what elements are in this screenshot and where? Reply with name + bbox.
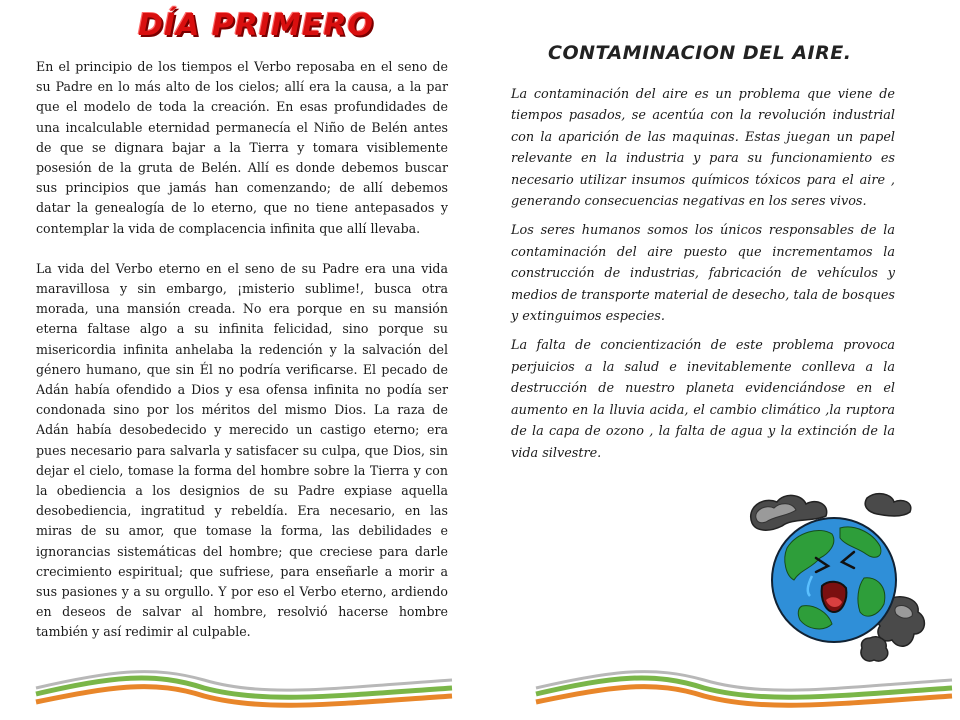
right-paragraph-2: Los seres humanos somos los únicos responsables de la contaminación del aire puesto que incrementamos la construcción de industrias, fabricación de vehículos y medios de transporte material de desecho, tala de bosques y extinguimos especies. [511, 223, 895, 325]
right-page-title: CONTAMINACION DEL AIRE. [548, 42, 852, 64]
right-text-column [511, 84, 895, 472]
right-paragraph-1: La contaminación del aire es un problema que viene de tiempos pasados, se acentúa con la revolución industrial con la aparición de las maquinas. Estas juegan un papel relevante en la industria y para su funcionamiento es necesario utilizar insumos químicos tóxicos para el aire , generando consecuencias negativas en los seres vivos. [511, 87, 895, 210]
left-decorative-wave [34, 658, 454, 716]
right-decorative-wave [534, 658, 954, 716]
left-page-title: DÍA PRIMERO [138, 8, 374, 43]
left-paragraph-2: La vida del Verbo eterno en el seno de su Padre era una vida maravillosa y sin embargo, ¡misterio sublime!, busca otra morada, una mansión creada. No era porque en su mansión eterna faltase algo a su infinita felicidad, sino porque su misericordia infinita anhelaba la redención y la salvación del género humano, que sin Él no podría verificarse. El pecado de Adán había ofendido a Dios y esa ofensa infinita no podía ser condonada sino por los méritos del mismo Dios. La raza de Adán había desobedecido y merecido un castigo eterno; era pues necesario para salvarla y satisfacer su culpa, que Dios, sin dejar el cielo, tomase la forma del hombre sobre la Tierra y con la obediencia a los designios de su Padre expiase aquella desobediencia, ingratitud y rebeldía. Era necesario, en las miras de su amor, que tomase la forma, las debilidades e ignorancias sistemáticas del hombre; que creciese para darle crecimiento espiritual; que sufriese, para enseñarle a morir a sus pasiones y a su orgullo. Y por eso el Verbo eterno, ardiendo en deseos de salvar al hombre, resolvió hacerse hombre también y así redimir al culpable. [36, 260, 448, 640]
crying-earth-illustration [742, 488, 942, 678]
left-text-column [36, 57, 448, 663]
right-paragraph-3: La falta de concientización de este problema provoca perjuicios a la salud e inevitablemente conlleva a la destrucción de nuestro planeta evidenciándose en el aumento en la lluvia acida, el cambio climático ,la ruptora de la capa de ozono , la falta de agua y la extinción de la vida silvestre. [511, 338, 895, 461]
left-paragraph-1: En el principio de los tiempos el Verbo reposaba en el seno de su Padre en lo más alto de los cielos; allí era la causa, a la par que el modelo de toda la creación. En esas profundidades de una incalculable eternidad permanecía el Niño de Belén antes de que se dignara bajar a la Tierra y tomara visiblemente posesión de la gruta de Belén. Allí es donde debemos buscar sus principios que jamás han comenzando; de allí debemos datar la genealogía de lo eterno, que no tiene antepasados y contemplar la vida de complacencia infinita que allí llevaba. [36, 59, 448, 236]
